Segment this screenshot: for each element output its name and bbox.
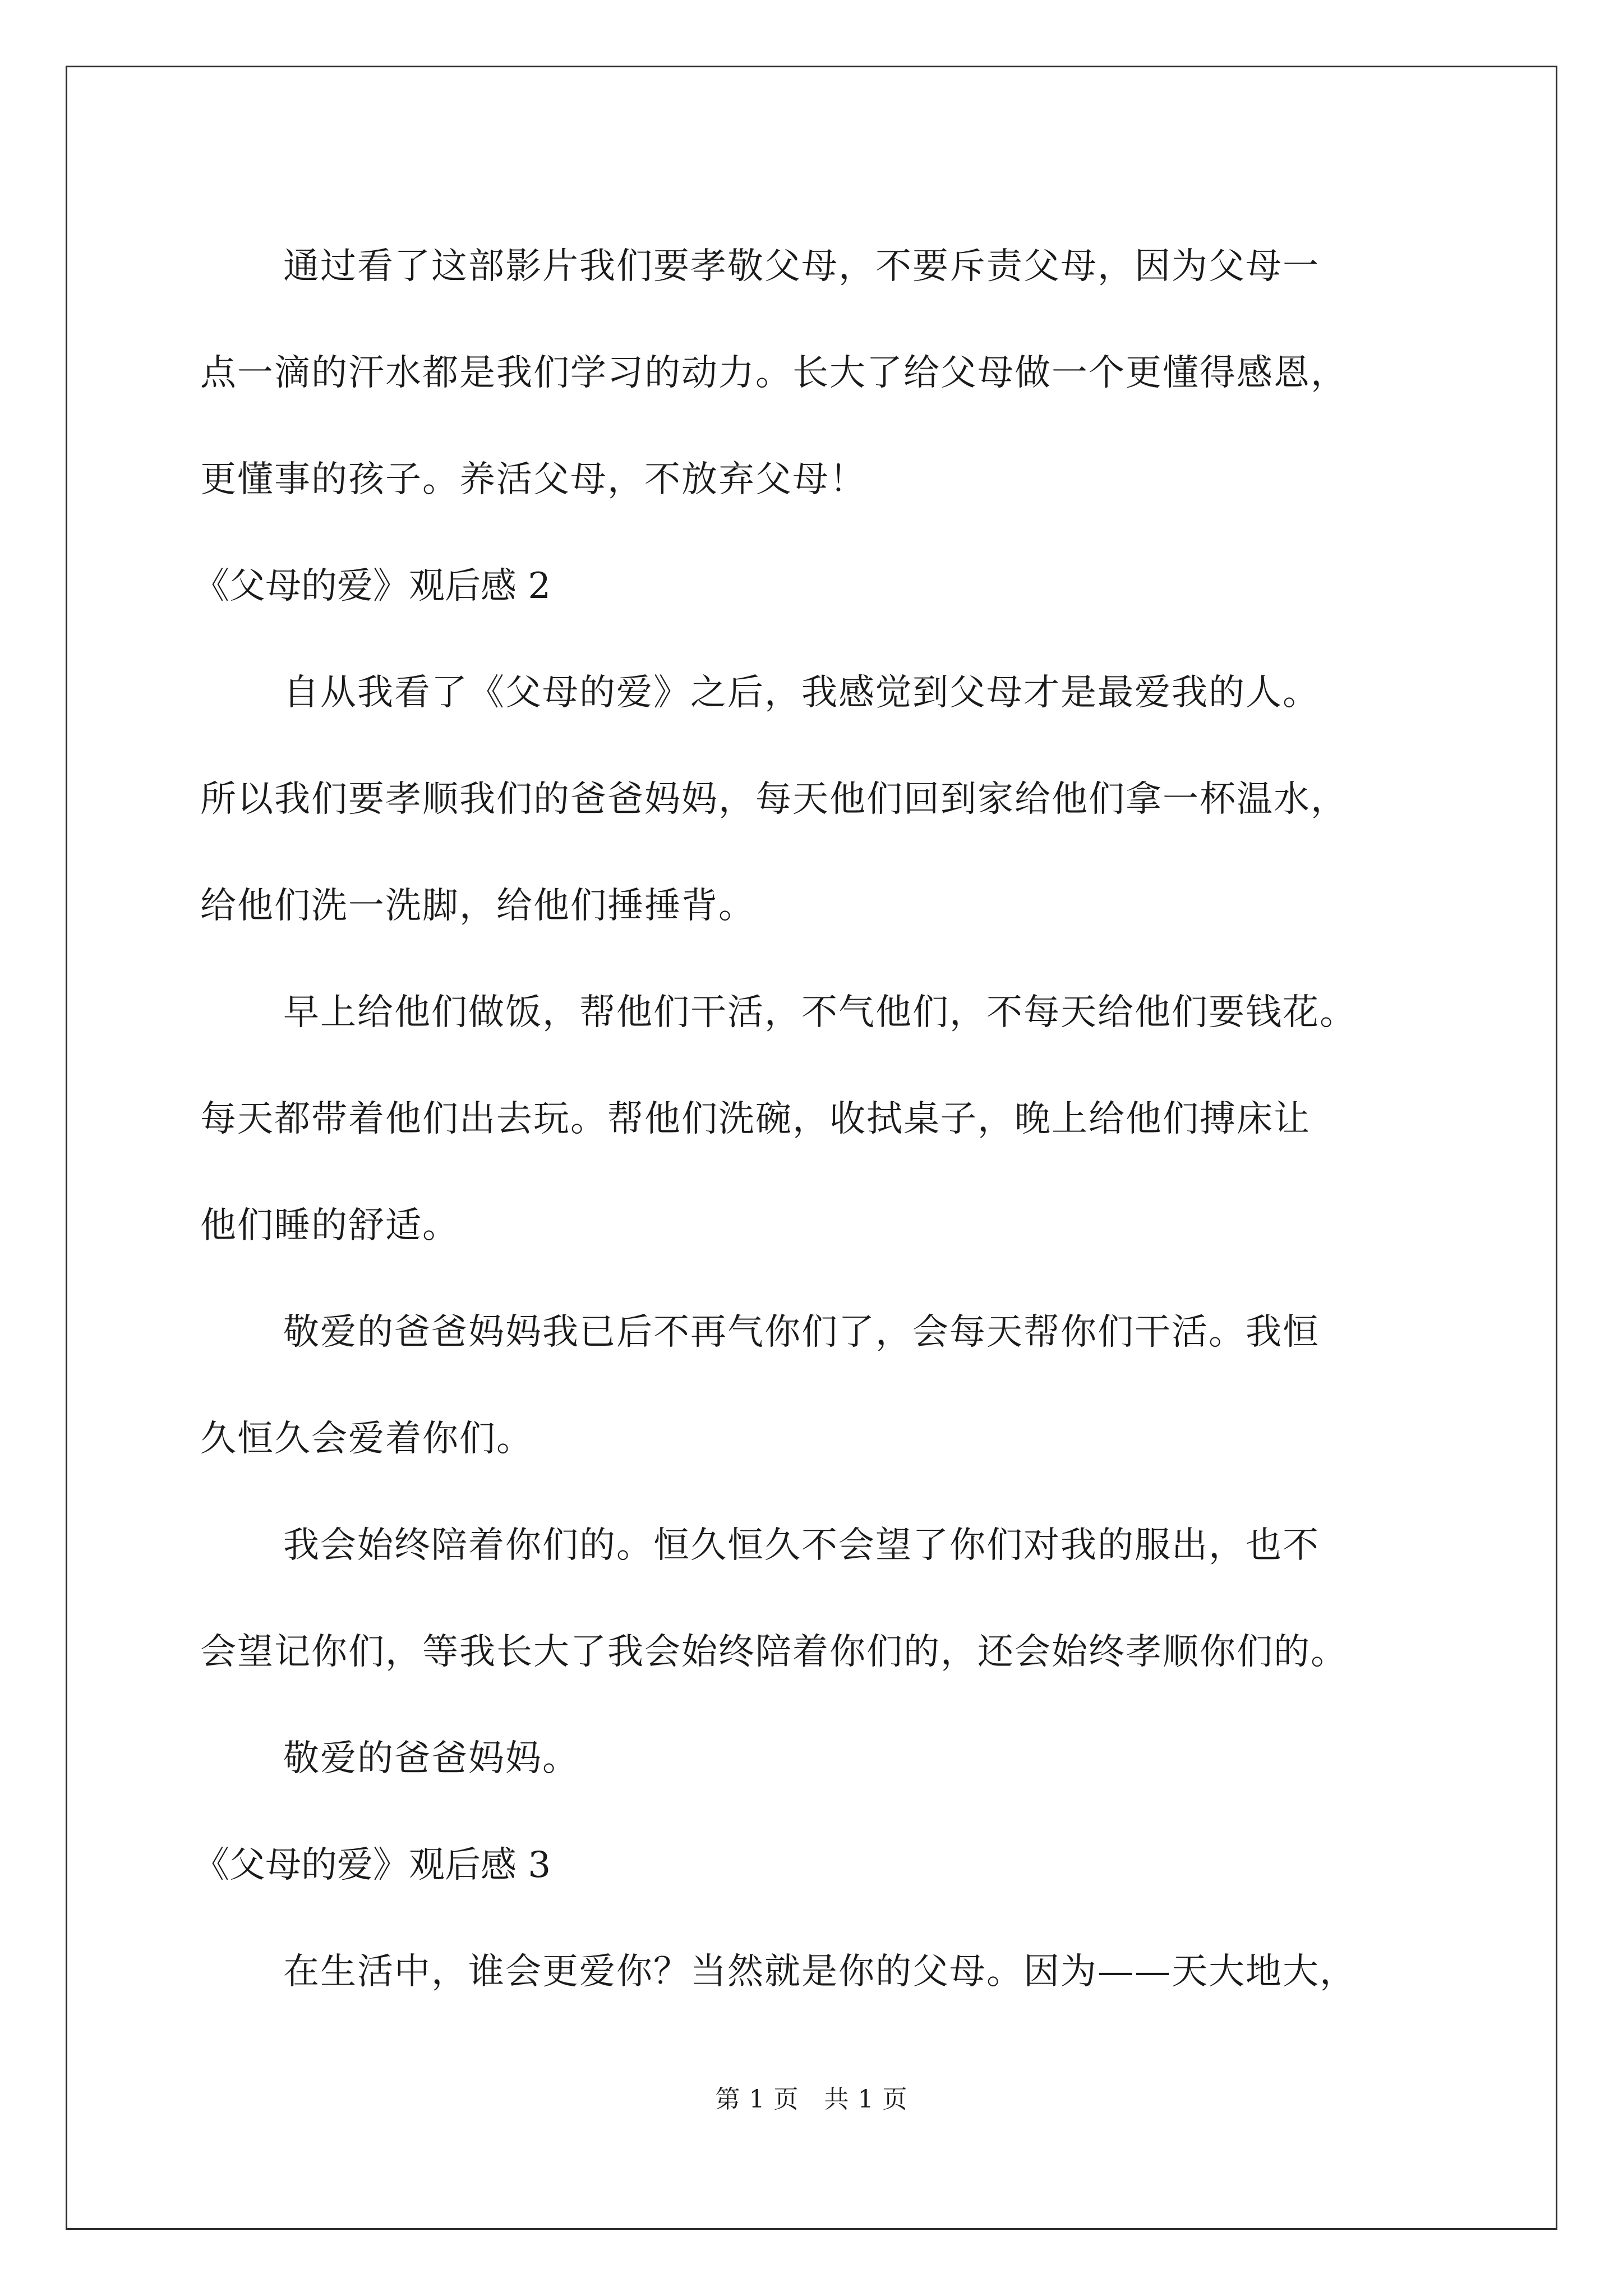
paragraph-line: 久恒久会爱着你们。: [200, 1418, 533, 1460]
paragraph-line: 更懂事的孩子。养活父母，不放弃父母！: [200, 459, 866, 500]
paragraph-line: 敬爱的爸爸妈妈我已后不再气你们了，会每天帮你们干活。我恒: [283, 1312, 1320, 1353]
section-heading: 《父母的爱》观后感 2: [193, 565, 551, 607]
section-heading: 《父母的爱》观后感 3: [193, 1844, 551, 1886]
paragraph-line: 自从我看了《父母的爱》之后，我感觉到父母才是最爱我的人。: [283, 672, 1320, 714]
paragraph-line: 我会始终陪着你们的。恒久恒久不会望了你们对我的服出，也不: [283, 1525, 1320, 1566]
paragraph-line: 给他们洗一洗脚，给他们捶捶背。: [200, 885, 755, 927]
paragraph-line: 通过看了这部影片我们要孝敬父母，不要斥责父母，因为父母一: [283, 246, 1320, 287]
paragraph-line: 点一滴的汗水都是我们学习的动力。长大了给父母做一个更懂得感恩，: [200, 352, 1348, 394]
paragraph-line: 他们睡的舒适。: [200, 1205, 459, 1246]
page-number-footer: 第 1 页 共 1 页: [715, 2085, 908, 2114]
paragraph-line: 早上给他们做饭，帮他们干活，不气他们，不每天给他们要钱花。: [283, 992, 1357, 1033]
paragraph-line: 敬爱的爸爸妈妈。: [283, 1738, 579, 1779]
paragraph-line: 每天都带着他们出去玩。帮他们洗碗，收拭桌子，晚上给他们搏床让: [200, 1098, 1311, 1140]
paragraph-line: 所以我们要孝顺我们的爸爸妈妈，每天他们回到家给他们拿一杯温水，: [200, 779, 1348, 820]
paragraph-line: 会望记你们，等我长大了我会始终陪着你们的，还会始终孝顺你们的。: [200, 1631, 1348, 1673]
document-body: [193, 213, 1428, 2025]
paragraph-line: 在生活中，谁会更爱你？当然就是你的父母。因为——天大地大，: [283, 1951, 1357, 1993]
